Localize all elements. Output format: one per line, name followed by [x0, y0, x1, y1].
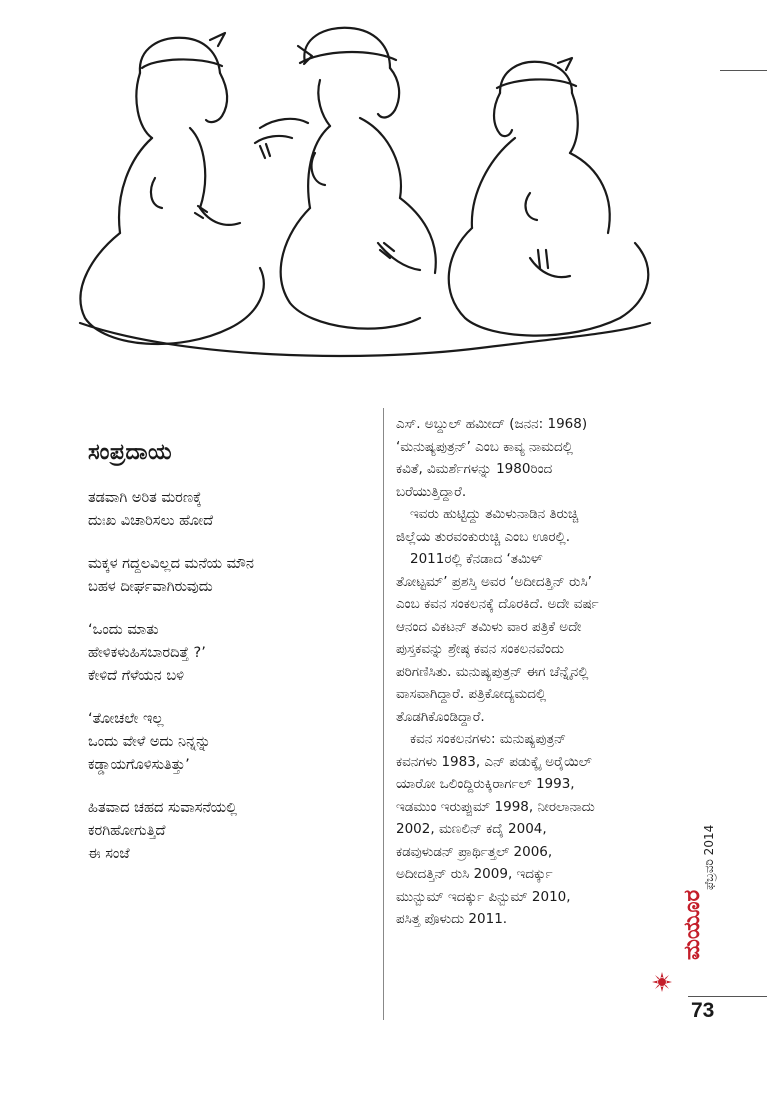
poem-stanza — [88, 553, 378, 599]
column-divider — [383, 408, 384, 1020]
bio-line: ವಾಸವಾಗಿದ್ದಾರೆ. ಪತ್ರಿಕೋದ್ಯಮದಲ್ಲಿ — [396, 686, 547, 702]
flower-icon — [652, 972, 672, 992]
bio-line: ಆನಂದ ವಿಕಟನ್ ತಮಿಳು ವಾರ ಪತ್ರಿಕೆ ಅದೇ — [396, 618, 582, 635]
bio-line: ಯಾರೋ ಒಲಿಂದ್ದಿರುಕ್ಕಿರಾರ್ಗಲ್ 1993, — [396, 776, 575, 792]
poem-line: ದುಃಖ ವಿಚಾರಿಸಲು ಹೋದೆ — [88, 513, 214, 529]
author-bio — [396, 413, 678, 931]
page-number: 73 — [691, 999, 715, 1022]
poem-line: ‘ತೋಚಲೇ ಇಲ್ಲ — [88, 711, 164, 727]
top-corner-rule — [720, 70, 767, 71]
bio-line: ಇವರು ಹುಟ್ಟಿದ್ದು ತಮಿಳುನಾಡಿನ ತಿರುಚ್ಚಿ — [410, 506, 579, 522]
poem-line: ಕಡ್ಡಾಯಗೊಳಿಸುತಿತ್ತು’ — [88, 757, 190, 773]
bio-line: ತೊಡಗಿಕೊಂಡಿದ್ದಾರೆ. — [396, 708, 485, 725]
poem-line: ‘ಒಂದು ಮಾತು — [88, 622, 159, 638]
bio-line: ಪರಿಗಣಿಸಿತು. ಮನುಷ್ಯಪುತ್ರನ್ ಈಗ ಚೆನ್ನೈನಲ್ಲಿ — [396, 663, 589, 680]
poem-line: ಹೇಳಿಕಳುಹಿಸಬಾರದಿತ್ತೆ ?’ — [88, 645, 206, 661]
poem-stanza — [88, 797, 378, 866]
poem-stanza — [88, 619, 378, 688]
bio-line: ಎಸ್. ಅಬ್ದುಲ್ ಹಮೀದ್ (ಜನನ: 1968) — [396, 416, 588, 432]
poem-line: ಕೇಳಿದೆ ಗೆಳೆಯನ ಬಳಿ — [88, 668, 185, 684]
bio-line: ‘ಮನುಷ್ಯಪುತ್ರನ್’ ಎಂಬ ಕಾವ್ಯ ನಾಮದಲ್ಲಿ — [396, 438, 573, 455]
poem-stanza — [88, 708, 378, 777]
poem-title: ಸಂಪ್ರದಾಯ — [88, 440, 173, 465]
bio-line: ಕವನ ಸಂಕಲನಗಳು: ಮನುಷ್ಯಪುತ್ರನ್ — [410, 731, 567, 747]
poem-line: ಈ ಸಂಜೆ — [88, 846, 130, 862]
poem-line: ಮಕ್ಕಳ ಗದ್ದಲವಿಲ್ಲದ ಮನೆಯ ಮೌನ — [88, 556, 254, 572]
bio-line: ಕವಿತೆ, ವಿಮರ್ಶೆಗಳನ್ನು 1980ರಿಂದ — [396, 461, 553, 477]
line-drawing-three-women — [60, 18, 660, 363]
bio-line: ಪಸಿತ್ತ ಪೊಳುದು 2011. — [396, 911, 508, 927]
bio-line: ಕವನಗಳು 1983, ಎನ್ ಪಡುಕ್ಕೈ ಅರೈಯಿಲ್ — [396, 753, 592, 770]
bio-line: ಬರೆಯುತ್ತಿದ್ದಾರೆ. — [396, 483, 467, 500]
poem-line: ಕರಗಿಹೋಗುತ್ತಿದೆ — [88, 823, 166, 839]
bio-line: ತೋಟ್ಟಮ್’ ಪ್ರಶಸ್ತಿ ಅವರ ‘ಅದೀದತ್ತಿನ್ ರುಸಿ’ — [396, 573, 592, 590]
magazine-name: ಮಯೂರ — [680, 889, 705, 960]
bio-line: ಇಡಮುಂ ಇರುಪ್ಪುಮ್ 1998, ನೀರಲಾನಾದು — [396, 798, 595, 815]
bio-line: ಮುನ್ಬುಮ್ ಇದರ್ಕ್ಕು ಪಿನ್ಬುಮ್ 2010, — [396, 888, 571, 905]
poem-line: ತಡವಾಗಿ ಅರಿತ ಮರಣಕ್ಕೆ — [88, 490, 202, 506]
bio-line: ಜಿಲ್ಲೆಯ ತುರವಂಕುರುಚ್ಚಿ ಎಂಬ ಊರಲ್ಲಿ. — [396, 528, 571, 545]
poem-line: ಬಹಳ ದೀರ್ಘವಾಗಿರುವುದು — [88, 579, 213, 595]
bio-line: 2002, ಮಣಲಿನ್ ಕದೈ 2004, — [396, 821, 547, 837]
poem-line: ಒಂದು ವೇಳೆ ಅದು ನಿನ್ನನ್ನು — [88, 734, 211, 750]
issue-date: ಫೆಬ್ರವರಿ 2014 — [702, 824, 716, 890]
poem — [88, 440, 378, 886]
poem-stanza — [88, 487, 378, 533]
bio-line: ಅದೀದತ್ತಿನ್ ರುಸಿ 2009, ಇದರ್ಕ್ಕು — [396, 866, 553, 882]
poem-line: ಹಿತವಾದ ಚಹದ ಸುವಾಸನೆಯಲ್ಲಿ — [88, 800, 238, 816]
bio-line: ಪುಸ್ತಕವನ್ನು ಶ್ರೇಷ್ಠ ಕವನ ಸಂಕಲನವೆಂದು — [396, 641, 565, 657]
bio-line: ಎಂಬ ಕವನ ಸಂಕಲನಕ್ಕೆ ದೊರಕಿದೆ. ಅದೇ ವರ್ಷ — [396, 596, 599, 612]
page-number-rule — [688, 996, 767, 997]
bio-line: ಕಡವುಳುಡನ್ ಪ್ರಾರ್ಥಿತ್ತಲ್ 2006, — [396, 843, 553, 860]
bio-line: 2011ರಲ್ಲಿ ಕೆನಡಾದ ‘ತಮಿಳ್ — [410, 551, 543, 567]
